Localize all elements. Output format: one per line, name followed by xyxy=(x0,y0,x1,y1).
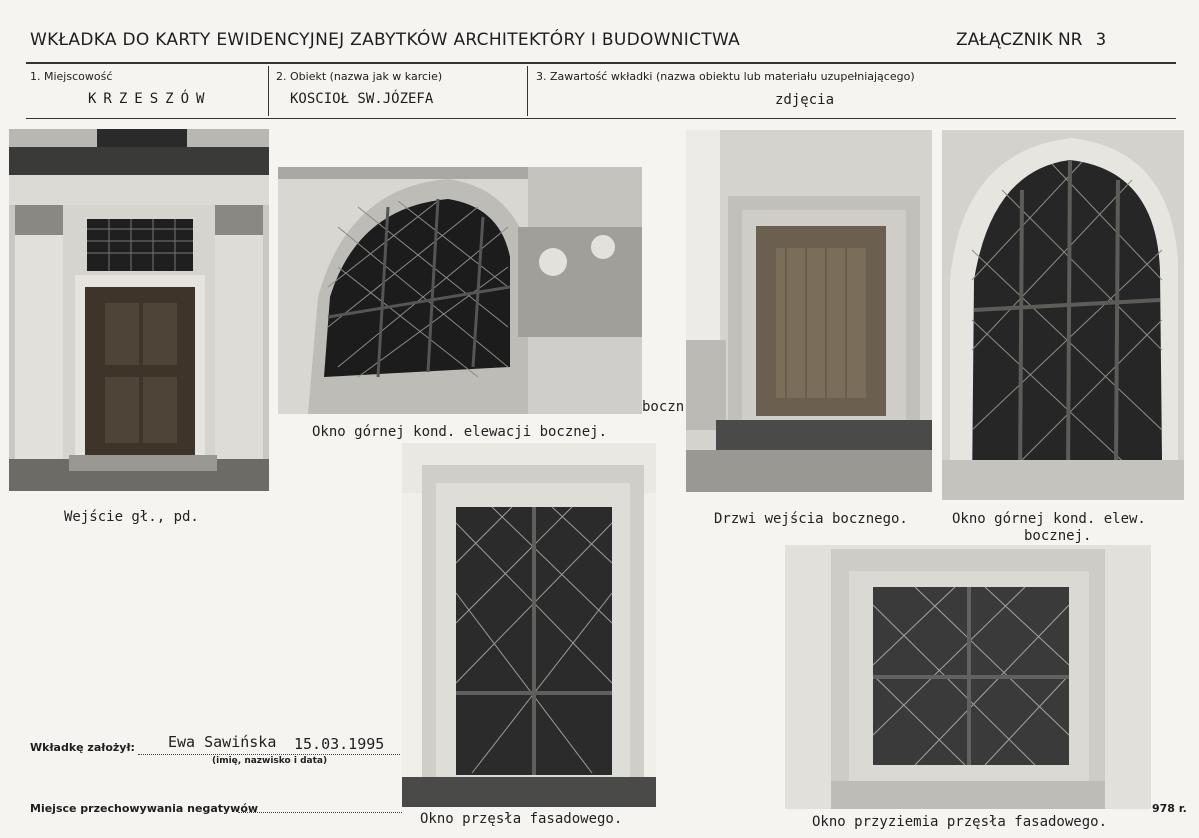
year-fragment: 978 r. xyxy=(1152,802,1187,815)
content-label: 3. Zawartość wkładki (nazwa obiektu lub materiału uzupełniającego) xyxy=(536,70,915,83)
caption-side-door: Drzwi wejścia bocznego. xyxy=(714,511,908,527)
content-value: zdjęcia xyxy=(775,92,835,108)
caption-fragment-side: boczn xyxy=(642,399,685,415)
photo-side-door xyxy=(686,130,932,492)
locality-value: KRZESZÓW xyxy=(88,91,212,107)
caption-arched-window-line1: Okno górnej kond. elew. xyxy=(952,511,1146,527)
attachment-number-value: 3 xyxy=(1095,30,1107,50)
field-divider-2 xyxy=(527,66,528,116)
caption-arched-window-line2: bocznej. xyxy=(1024,528,1092,544)
object-value: KOSCIOŁ SW.JÓZEFA xyxy=(290,91,434,107)
photo-facade-bay-window xyxy=(402,443,656,807)
photo-arched-window-side xyxy=(942,130,1184,500)
attachment-label: ZAŁĄCZNIK NR xyxy=(956,30,1083,50)
photo-main-entrance xyxy=(9,129,269,491)
photo-ground-floor-window xyxy=(785,545,1151,809)
form-title: WKŁADKA DO KARTY EWIDENCYJNEJ ZABYTKÓW ARCHITEKTÓRY I BUDOWNICTWA xyxy=(30,30,741,50)
attachment-number xyxy=(956,30,1106,50)
author-date: 15.03.1995 xyxy=(294,735,385,753)
photo-upper-window-side xyxy=(278,167,642,414)
author-label: Wkładkę założył: xyxy=(30,741,135,754)
author-name: Ewa Sawińska xyxy=(168,733,277,751)
author-dotted-line xyxy=(138,754,400,755)
caption-main-entrance: Wejście gł., pd. xyxy=(64,509,199,525)
author-hint: (imię, nazwisko i data) xyxy=(212,756,328,766)
caption-ground-floor-window: Okno przyziemia przęsła fasadowego. xyxy=(812,814,1108,830)
negatives-label: Miejsce przechowywania negatywów xyxy=(30,802,259,815)
header-rule xyxy=(26,62,1176,64)
field-divider-1 xyxy=(268,66,269,116)
object-label: 2. Obiekt (nazwa jak w karcie) xyxy=(276,70,443,83)
negatives-dotted-line xyxy=(238,812,402,813)
caption-upper-window-side: Okno górnej kond. elewacji bocznej. xyxy=(312,424,608,440)
locality-label: 1. Miejscowość xyxy=(30,70,113,83)
caption-facade-bay-window: Okno przęsła fasadowego. xyxy=(420,811,623,827)
fields-rule xyxy=(26,118,1176,119)
